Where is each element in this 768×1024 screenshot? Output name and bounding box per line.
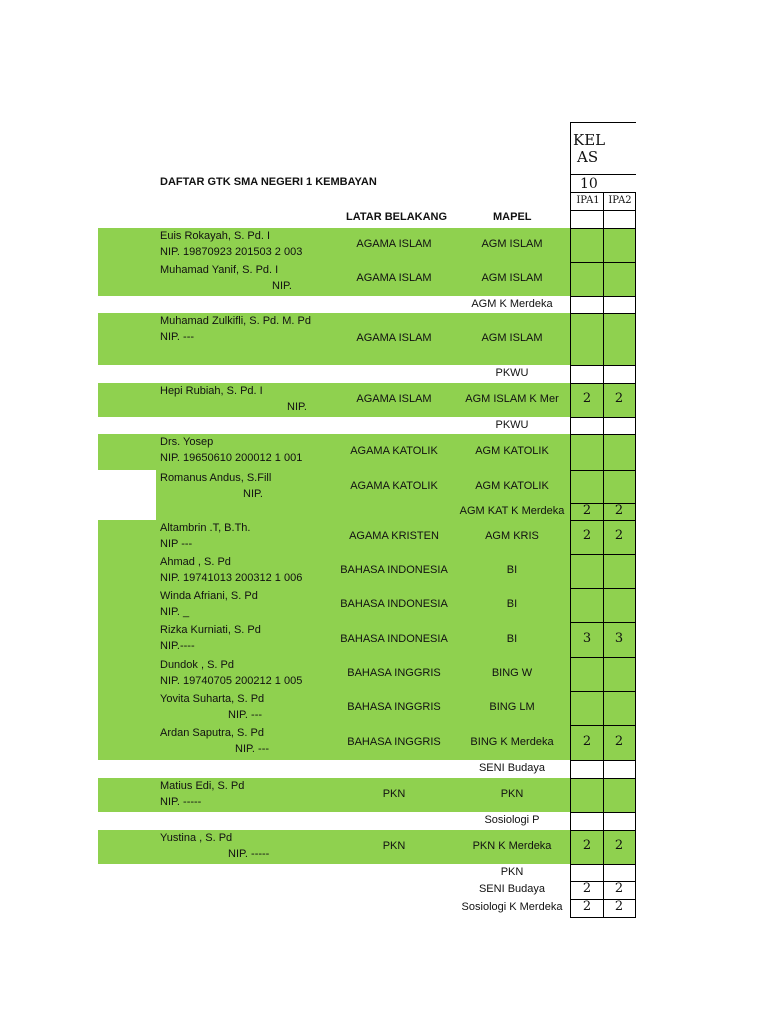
latar-belakang-cell: AGAMA ISLAM	[356, 272, 432, 284]
latar-belakang-cell: AGAMA ISLAM	[356, 393, 432, 405]
ipa1-count: 2	[582, 899, 592, 914]
grid-row-line	[570, 657, 636, 658]
mapel-cell: BING W	[491, 667, 533, 679]
latar-belakang-cell: BAHASA INGGRIS	[347, 667, 441, 679]
teacher-name: Winda Afriani, S. Pd	[160, 590, 258, 602]
ipa2-count: 2	[614, 838, 624, 853]
mapel-cell: PKN	[500, 788, 524, 800]
teacher-name: Altambrin .T, B.Th.	[160, 522, 251, 534]
ipa1-count: 2	[582, 528, 592, 543]
mapel-cell: AGM KATOLIK	[475, 445, 549, 457]
ipa1-count: 2	[582, 838, 592, 853]
ipa2-count: 3	[614, 630, 624, 646]
teacher-nip: NIP. -----	[228, 848, 270, 860]
mapel-cell: AGM ISLAM	[481, 238, 543, 250]
teacher-name: Muhamad Yanif, S. Pd. I	[160, 264, 279, 276]
teacher-name: Ahmad , S. Pd	[160, 556, 231, 568]
teacher-name: Hepi Rubiah, S. Pd. I	[160, 385, 263, 397]
grid-top-border	[570, 122, 636, 123]
teacher-nip: NIP. 19650610 200012 1 001	[160, 452, 303, 464]
mapel-cell: PKN K Merdeka	[472, 840, 552, 852]
header-kelas-line2: AS	[577, 148, 599, 166]
ipa1-count: 2	[582, 733, 592, 749]
grid-row-line	[570, 365, 636, 366]
teacher-nip: NIP. ---	[160, 331, 195, 343]
latar-belakang-cell: BAHASA INDONESIA	[340, 632, 448, 645]
grid-row-line	[570, 830, 636, 831]
mapel-cell: SENI Budaya	[478, 883, 546, 895]
teacher-nip: NIP.	[243, 488, 263, 500]
grid-row-line	[570, 760, 636, 761]
header-class-ipa2: IPA2	[608, 195, 632, 206]
mapel-cell: BING LM	[489, 701, 535, 713]
teacher-name: Yustina , S. Pd	[160, 832, 233, 844]
header-kelas-line1: KEL	[573, 131, 606, 149]
teacher-nip: NIP.	[272, 280, 292, 292]
grid-row-line	[570, 313, 636, 314]
grid-row-line	[570, 812, 636, 813]
grid-row-line	[570, 383, 636, 384]
teacher-name: Rizka Kurniati, S. Pd	[160, 624, 261, 636]
teacher-nip: NIP. 19870923 201503 2 003	[160, 246, 303, 258]
grid-row-line	[570, 296, 636, 297]
mapel-cell: PKN	[500, 865, 524, 878]
mapel-cell: AGM KRIS	[485, 530, 539, 542]
latar-belakang-cell: BAHASA INGGRIS	[347, 701, 441, 713]
ipa2-count: 2	[614, 881, 624, 896]
mapel-cell: BI	[506, 598, 518, 610]
ipa1-count: 3	[582, 630, 592, 646]
teacher-nip: NIP. 19741013 200312 1 006	[160, 572, 303, 584]
grid-row-line	[570, 778, 636, 779]
mapel-cell: SENI Budaya	[478, 762, 546, 774]
teacher-name: Matius Edi, S. Pd	[160, 780, 245, 792]
grid-row-line	[570, 262, 636, 263]
mapel-cell: AGM ISLAM	[481, 332, 543, 344]
mapel-cell: AGM KAT K Merdeka	[459, 504, 565, 517]
header-latar-belakang: LATAR BELAKANG	[346, 211, 448, 223]
latar-belakang-cell: AGAMA ISLAM	[356, 238, 432, 250]
mapel-cell: AGM ISLAM K Mer	[465, 393, 559, 405]
teacher-nip: NIP. ---	[235, 743, 270, 755]
latar-belakang-cell: BAHASA INDONESIA	[340, 564, 448, 576]
mapel-cell: BI	[506, 564, 518, 576]
mapel-cell: AGM K Merdeka	[471, 297, 553, 310]
grid-middle-border	[603, 192, 604, 918]
teacher-name: Romanus Andus, S.Fill	[160, 472, 272, 484]
latar-belakang-cell: AGAMA ISLAM	[356, 332, 432, 344]
grid-row-line	[570, 520, 636, 521]
latar-belakang-cell: AGAMA KATOLIK	[350, 445, 438, 457]
header-mapel: MAPEL	[493, 211, 532, 223]
teacher-nip: NIP. -----	[160, 796, 202, 808]
teacher-name: Muhamad Zulkifli, S. Pd. M. Pd	[160, 315, 311, 327]
mapel-cell: Sosiologi K Merdeka	[461, 901, 563, 913]
teacher-name: Drs. Yosep	[160, 436, 214, 448]
teacher-nip: NIP.----	[160, 640, 195, 652]
teacher-name: Dundok , S. Pd	[160, 659, 234, 671]
teacher-name: Yovita Suharta, S. Pd	[160, 693, 265, 705]
latar-belakang-cell: BAHASA INDONESIA	[340, 598, 448, 610]
grid-row-line	[570, 691, 636, 692]
mapel-cell: BI	[506, 632, 518, 645]
grid-row-line	[570, 622, 636, 623]
grid-row-line	[570, 417, 636, 418]
grid-right-border	[635, 192, 636, 918]
grid-row-line	[570, 192, 636, 193]
page-title: DAFTAR GTK SMA NEGERI 1 KEMBAYAN	[160, 176, 377, 188]
ipa1-count: 2	[582, 391, 592, 406]
ipa2-count: 2	[614, 502, 624, 518]
grid-row-line	[570, 917, 636, 918]
grid-row-line	[570, 434, 636, 435]
latar-belakang-cell: BAHASA INGGRIS	[347, 735, 441, 748]
ipa2-count: 2	[614, 391, 624, 406]
mapel-cell: PKWU	[495, 418, 529, 431]
ipa2-count: 2	[614, 899, 624, 914]
latar-belakang-cell: PKN	[382, 840, 406, 852]
mapel-cell: AGM KATOLIK	[475, 479, 549, 492]
teacher-name: Euis Rokayah, S. Pd. I	[160, 230, 271, 242]
teacher-nip: NIP. 19740705 200212 1 005	[160, 675, 303, 687]
teacher-nip: NIP. ---	[228, 709, 263, 721]
grid-row-line	[570, 470, 636, 471]
latar-belakang-cell: PKN	[382, 788, 406, 800]
grid-row-line	[570, 228, 636, 229]
latar-belakang-cell: AGAMA KRISTEN	[349, 530, 439, 542]
ipa2-count: 2	[614, 733, 624, 749]
latar-belakang-cell: AGAMA KATOLIK	[350, 479, 438, 492]
ipa2-count: 2	[614, 528, 624, 543]
grid-row-line	[570, 554, 636, 555]
grid-row-line	[570, 864, 636, 865]
grid-row-line	[570, 210, 636, 211]
teacher-nip: NIP ---	[160, 538, 193, 550]
grid-row-line	[570, 588, 636, 589]
header-class-ipa1: IPA1	[576, 195, 600, 206]
mapel-cell: PKWU	[495, 367, 529, 379]
grid-grade-line	[570, 174, 636, 175]
teacher-nip: NIP. _	[160, 606, 190, 618]
mapel-cell: Sosiologi P	[484, 814, 540, 826]
ipa1-count: 2	[582, 881, 592, 896]
header-grade: 10	[580, 176, 598, 192]
teacher-nip: NIP.	[287, 401, 307, 413]
mapel-cell: BING K Merdeka	[470, 735, 554, 748]
mapel-cell: AGM ISLAM	[481, 272, 543, 284]
teacher-name: Ardan Saputra, S. Pd	[160, 727, 264, 739]
ipa1-count: 2	[582, 502, 592, 518]
grid-row-line	[570, 725, 636, 726]
